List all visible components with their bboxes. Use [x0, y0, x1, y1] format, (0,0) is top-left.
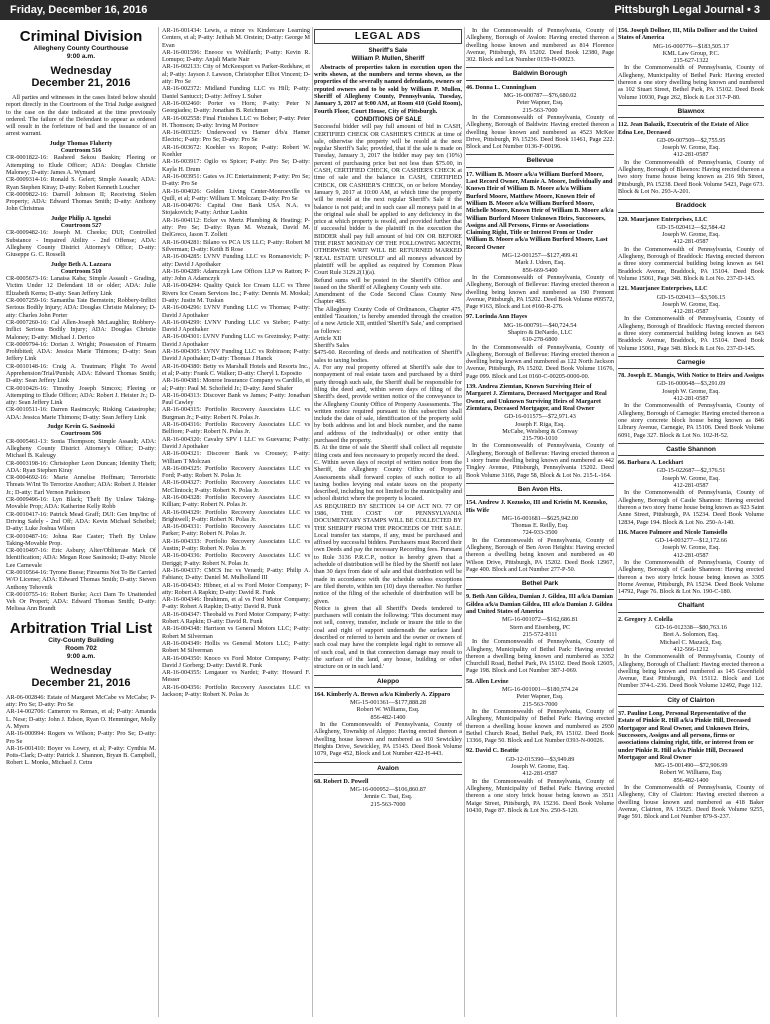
category-heading: Avalon — [314, 762, 462, 775]
listing-title: 156. Joseph Dollner, III, Mila Dollner and the United States of America — [618, 27, 758, 42]
listing-title: 121. Maurjanee Enterprises, LLC — [618, 285, 708, 293]
category-heading: Baldwin Borough — [466, 67, 614, 80]
case-list: CR-0009482-16: Joseph M. Cheeks; DUI; Controlled Substance - Impaired Ability - 2nd Offense; ADA: Allegheny County District Attorney's Office; D-atty: Giuseppe G. C. Rosselli — [6, 229, 156, 259]
column-legal-ads — [314, 27, 462, 1019]
category-heading: Carnegie — [618, 356, 764, 369]
listing-title: 120. Maurjanee Enterprises, LLC — [618, 215, 708, 223]
criminal-day: Wednesday — [50, 65, 112, 77]
property-listing — [466, 84, 614, 151]
listing-body: In the Commonwealth of Pennsylvania, County of Allegheny, Borough of Chalfant: Having erected thereon a dwelling being known and numbered as 145 Greenfield Avenue, East Pittsburgh, PA 15112. Block and Lot Number 374-L-236. Deed Book Volume 12492, Page 112. — [618, 653, 764, 690]
listing-meta: MG-15-001361—$177,888.28 Robert W. Williams, Esq. 856-482-1400 — [350, 699, 426, 721]
case-list: CR-0005673-16: Lanaisa Kaba; Simple Assault - Grading, Victim Under 12 Defendant 18 or older; ADA: Julie Elizabeth Kerns; D-atty: Sean Jeffery Link CR-0007259-16: Samantha Tate Bernstein; Robbery-Inflict Serious Bodily Injury; ADA: Douglas Christie Maloney; D-atty: Charles John Porter CR-0007260-16: Cal Allen-Joseph McLaughlin; Robbery-Inflict Serious Bodily Injury; ADA: Douglas Christie Maloney; D-atty: Michael J. Derico CR-0009794-16: Dorian J. Wright; Possession of Firearm Prohibited; ADA: Jessica Marie Thimons; D-atty: Sean Jeffery Link CR-0010148-16: Craig A. Trautman; Flight To Avoid Apprehension/Trial/Punish; ADA: Edward Thomas Smith; D-atty: Sean Jeffery Link CR-0010426-16: Timothy Joseph Simcox; Fleeing or Attempting to Elude Officer; ADA: Robert J. Heister Jr.; D-atty: Sean Jeffery Link CR-0010511-16: Darren Rasimczyk; Risking Catastrophe; ADA: Jessica Marie Thimons; D-atty: Sean Jeffery Link — [6, 275, 156, 421]
property-listing — [466, 499, 614, 573]
listing-title: 139. Andrea Ziemtan, Known Surviving Heir of Margaret J. Ziemtara, Deceased Mortgagor and Real Owner, and Unknown Surviving Heirs of Margaret Ziemtara, Deceased Mortgagor, and Real Owner — [466, 383, 607, 412]
listing-meta: MG-16-000787—$76,680.02 Peter Wapner, Esq. 215-563-7000 — [503, 92, 577, 114]
listing-meta: MG-16-000952—$106,860.87 Jennie C. Tsai, Esq. 215-563-7000 — [350, 786, 426, 808]
listing-body: In the Commonwealth of Pennsylvania, County of Allegheny, Borough of Braddock: Having erected thereon a three story commercial building being known as 641 Braddock Avenue, Braddock, PA 15104. Deed Book Volume 15061, Page 348. Block & Lot No. 237-D-143. — [618, 245, 764, 282]
listing-meta: MG-16-000791—$40,724.54 Shapiro & DeNardo, LLC 610-278-6800 — [503, 321, 577, 344]
criminal-date-text: December 21, 2016 — [31, 77, 131, 89]
arbitration-case-list-cont: AR-16-001434: Lewis, a minor vs Kindercare Learning Centers, et al; P-atty: Jeithah M. Orstein; D-atty: George M Evan AR-16-001596: Eneoce vs Wohlfarth; P-atty: Kevin R. Lomupo; D-atty: Anjali Marie Nair AR-16-002133: City of McKeesport vs Parker-Redshaw, et al; P-atty: Jayson J. Lawson, Christopher Elliot Vincent; D-atty: Pro Se AR-16-002372: Midland Funding LLC vs Hill; P-atty: Daniel Santucci; D-atty: Jeffrey L Suher AR-16-002460: Porter vs Horn; P-atty: Peter N Georgiades; D-atty: Jonathan B. Reichman AR-16-002558: Final Finishes LLC vs Bober; P-atty: Peter H. Thomson; D-atty: Irving M Porinov AR-16-003325: Underwood vs Hamer d/b/a Hamer Electric; P-atty: Pro Se; D-atty: Pro Se AR-16-003672: Koehler vs Ropon; P-atty: Robert W. Koehler AR-16-003917: Ogilo vs Spicer; P-atty: Pro Se; D-atty: Kayla H. Drum AR-16-003951: Gates vs JC Entertainment; P-atty: Pro Se; D-atty: Pro Se AR-16-004026: Golden Living Center-Monroeville vs Quill, et al; P-atty: William T. Molczan; D-atty: Pro Se AR-16-004076: Capital One Bank USA N.A. vs Stojakovich; P-atty: Arthur Lashin AR-16-004112: Ecker vs Mertz Plumbing & Heating; P-atty: Pro Se; D-atty: Ryan M. Woznak, David M. DelGreco, Jason T. Zollett AR-16-004281: Bilano vs PCA US LLC; P-atty: Robert M Silverman; D-atty: Keith B Rose AR-16-004285: LVNV Funding LLC vs Romanovich; P-atty: David J Apothaker AR-16-004289: Adamczyk Law Offices LLP vs Ratton; P-atty: John A Adamczyk AR-16-004294: Quality Quick Ice Cream LLC vs Three Rivers Ice Cream Services Inc.; P-atty: Dennis M. Moskal; D-atty: Justin M. Tuskan AR-16-004296: LVNV Funding LLC vs Thomas; P-atty: David J Apothaker AR-16-004299: LVNV Funding LLC vs Sieber; P-atty: David J Apothaker AR-16-004301: LVNV Funding LLC vs Grezinsky; P-atty: David J Apothaker AR-16-004305: LVNV Funding LLC vs Robinson; P-atty: David J Apothaker; D-atty: Thomas J Hanck AR-16-004380: Betty vs Marshall Hotels and Resorts Inc., et al; P-atty: Frank C. Walker; D-atty: Cheryl L Esposito AR-16-004381: Monroe Insurance Company vs Cardillo, et al; P-atty: Paul M. Schofield Jr.; D-atty: Jared Shafer AR-16-004313: Discover Bank vs James; P-atty: Jonathan Paul Cawley AR-16-004315: Portfolio Recovery Associates LLC vs Burgman Jr.; P-atty: Robert N. Polas Jr. AR-16-004316: Portfolio Recovery Associates LLC vs Belfiore; P-atty: Robert N. Polas Jr. AR-16-004320: Cavalry SPV I LLC vs Guevarra; P-atty: David J Apothaker AR-16-004321: Discover Bank vs Crousey; P-atty: William T Molczan AR-16-004325: Portfolio Recovery Associates LLC vs Ford; P-atty: Robert N. Polas Jr. AR-16-004327: Portfolio Recovery Associates LLC vs McClintock; P-atty: Robert N. Polas Jr. AR-16-004328: Portfolio Recovery Associates LLC vs Killian; P-atty: Robert N. Polas Jr. AR-16-004329: Portfolio Recovery Associates LLC vs Brightwell; P-atty: Robert N. Polas Jr. AR-16-004331: Portfolio Recovery Associates LLC vs Parker; P-atty: Robert N. Polas Jr. AR-16-004333: Portfolio Recovery Associates LLC vs Austin; P-atty: Robert N. Polas Jr. AR-16-004336: Portfolio Recovery Associates LLC vs Deriggi; P-atty: Robert N. Polas Jr. AR-16-004337: CMCS Inc vs Verardi; P-atty: Philip A. Fabiano; D-atty: Daniel M. Mulholland III AR-16-004343: Hibner, et al vs Ford Motor Company; P-atty: Robert A Rapkin; D-atty: David R. Funk AR-16-004346: Ibrahimm, et al vs Ford Motor Company; P-atty: Robert A Rapkin; D-atty: David R. Funk AR-16-004347: Theobald vs Ford Motor Company; P-atty: Robert A Rapkin; D-atty: David R. Funk AR-16-004348: Harrison vs General Motors LLC; P-atty: Robert M Silverman AR-16-004349: Hollis vs General Motors LLC; P-atty: Robert M Silverman AR-16-004350: Knoco vs Ford Motor Company; P-atty: David J Gorberg; D-atty: David R. Funk AR-16-004355: Lengauer vs Nardei; P-atty: Howard F. Messer AR-16-004356: Portfolio Recovery Associates LLC vs Jackson; P-atty: Robert N. Polas Jr. — [162, 27, 310, 699]
listing-title: 2. Gregory J. Colella — [618, 615, 673, 623]
category-heading: Ben Avon Hts. — [466, 483, 614, 496]
listing-meta: MG-16-001681—$625,942.00 Thomas E. Reilly, Esq. 724-933-3500 — [502, 514, 578, 537]
listing-body: In the Commonwealth of Pennsylvania, County of Allegheny, Borough of Bellevue: Having erected thereon a 1 story frame dwelling being known and numbered as 442 Tingley Avenue, Pittsburgh, Pennsylvania 15202. Deed Book Volume 3166, Page 58, Block & Lot No. 215-L-164. — [466, 442, 614, 479]
property-listing — [618, 27, 764, 101]
property-listing — [618, 121, 764, 195]
listing-meta: GD-14-003277—$12,172.66 Joseph W. Grome, Esq. 412-281-0587 — [655, 537, 727, 559]
listing-meta: GD-15-022687—$2,376.51 Joseph W. Grome, Esq. 412-281-0587 — [656, 467, 726, 490]
column-divider — [158, 27, 159, 1017]
property-listing — [618, 372, 764, 439]
category-heading: Chalfant — [618, 599, 764, 612]
page-header — [0, 0, 770, 20]
listing-meta: MG-12-001257—$127,499.41 Mark J. Udren, Esq. 856-669-5400 — [502, 252, 578, 274]
property-listing — [618, 616, 764, 690]
listing-meta: MG-15-001490—$72,906.99 Robert W. Williams, Esq. 856-482-1400 — [654, 762, 728, 784]
listing-title: 154. Andrew J. Kozusko, III and Kristin M. Kozusko, His Wife — [466, 499, 608, 514]
listing-title: 46. Donna L. Cunningham — [466, 83, 537, 91]
listing-meta: GD-16-000648—$3,291.09 Joseph W. Grome, Esq. 412-281-0587 — [656, 380, 726, 403]
column-divider — [464, 27, 465, 1017]
judge-heading: Judge Kevin G. Sasinoski Courtroom 506 — [47, 423, 115, 438]
listing-meta: GD-16-012338—$80,763.16 Bret A. Solomon, Esq. Michael C. Mazack, Esq. 412-566-1212 — [655, 624, 727, 653]
property-listing — [618, 285, 764, 352]
listing-body: In the Commonwealth of Pennsylvania, County of Allegheny, Borough of Castle Shannon: Having erected thereon a two story frame house being known as 923 Saint Anne Street, Pittsburgh, PA 15234. Deed Book Volume 12834, Page 194. Block & Lot No. 250-A-140. — [618, 489, 764, 526]
criminal-date — [6, 65, 156, 89]
judge-heading: Judge Thomas Flaherty Courtroom 516 — [49, 139, 113, 155]
case-list: CR-0001822-16: Rasheed Sekou Baskin; Fleeing or Attempting to Elude Officer; ADA: Douglas Christie Maloney; D-atty: James A. Wymard CR-0009314-16: Ronald S. Gelert; Simple Assault; ADA: Ryan Stephen Kiray; D-atty: Robert Kenneth Loucher CR-0009822-16: Darrell Johnson II; Receiving Stolen Property; ADA: Edward Thomas Smith; D-atty: Anthony John Christmas — [6, 154, 156, 213]
sheriff-name: William P. Mullen, Sheriff — [351, 54, 425, 62]
category-heading: Bellevue — [466, 154, 614, 167]
sale-intro: Abstracts of properties taken in execution upon the writs shown, at the numbers and terms shown, as the properties of the severally named defendants, owners or reputed owners and to be sold by William P. Mullen, Sheriff of Allegheny County, Pennsylvania, Tuesday, January 3, 2017 at 9:00 AM, at Room 410 (Gold Room), Fourth Floor, Court House, City of Pittsburgh. — [314, 63, 462, 115]
arbitration-case-list: AR-06-002846: Estate of Margaret McCabe vs McCabe; P-atty: Pro Se; D-atty: Pro Se AR-14-002706: Cameron vs Remax, et al; P-atty: Amanda L. Nese; D-atty: John J. Edson, Ryan O. Hemminger, Molly A. Myers AR-16-000994: Rogers vs Wilson; P-atty: Pro Se; D-atty: Pro Se AR-16-001410: Boyer vs Lowry, et al; P-atty: Cynthia M. Potts-Clark; D-atty: Patrick J. Shannon, Bryan B. Campbell, Robert L. Monks, Michael J. Cetra — [6, 693, 156, 767]
listing-title: 9. Beth Ann Gildea, Damian J. Gildea, III a/k/a Damian Gildea a/k/a Damian Gildea, III a/k/a Damian J. Gildea and United States of America — [466, 593, 613, 616]
listing-body: In the Commonwealth of Pennsylvania, County of Allegheny, Borough of Castle Shannon: Having erected thereon a two story brick house being known as 3305 Horne Avenue, Pittsburgh, PA 15234. Deed Book Volume 14792, Page 76. Block & Lot No. 190-C-180. — [618, 559, 764, 596]
arbitration-date-text: December 21, 2016 — [31, 676, 131, 689]
arbitration-title: Arbitration Trial List — [9, 619, 153, 637]
column-arbitration-cont — [162, 27, 310, 1019]
listing-body: In the Commonwealth of Pennsylvania, County of Allegheny, Municipality of Bethel Park: Having erected thereon a dwelling being known and numbered as 3352 Churchill Road, Bethel Park, PA 15102. Deed Book 12605, Page 198. Block and Lot Number 387-J-069. — [466, 638, 614, 675]
column-listings — [466, 27, 614, 1019]
listing-title: 97. Lorinda Ann Hayes — [466, 313, 528, 321]
listing-body: In the Commonwealth of Pennsylvania, County of Allegheny, Municipality of Bethel Park: Having erected thereon a one story brick house being known as 3511 Maige Street, Pittsburgh, PA 15236. Deed Book Volume 10430, Page 87. Block & Lot No. 250-S-120. — [466, 777, 614, 814]
listing-meta: GD-15-020413—$3,506.15 Joseph W. Grome, Esq. 412-281-0587 — [656, 293, 726, 316]
header-publication: Pittsburgh Legal Journal • 3 — [614, 4, 760, 16]
category-heading: Bethel Park — [466, 577, 614, 590]
column-divider — [616, 27, 617, 1017]
listing-body: In the Commonwealth of Pennsylvania, County of Allegheny, Municipality of Bethel Park: Having erected thereon a dwelling house known and numbered as 2930 Bethel Church Road, Bethel Park, PA 15102. Deed Book 13366, Page 50. Block and Lot Number 0393-N-00026. — [466, 707, 614, 745]
property-listing — [314, 691, 462, 758]
listing-body: In the Commonwealth of Pennsylvania, County of Allegheny, Borough of Ben Avon Heights: Having erected thereon a dwelling being known and numbered as 40 Wilson Drive, Pittsburgh, PA 15202. Deed Book 12967, Page 400. Block and Lot Number 277-P-50. — [466, 536, 614, 573]
listing-title: 164. Kimberly A. Brown a/k/a Kimberly A. Zipparo — [314, 690, 451, 698]
property-listing — [618, 529, 764, 596]
listing-meta: GD-16-011575—$72,971.43 Joseph F. Riga, Esq. McCabe, Weisberg & Conway 215-790-1010 — [502, 413, 578, 443]
sheriff-sale-title: Sheriff's Sale — [368, 47, 408, 55]
category-heading: Braddock — [618, 199, 764, 212]
listing-title: 116. Maceo Palmore and Nicole Tamsiello — [618, 528, 728, 536]
legal-ads-box: LEGAL ADS — [314, 29, 462, 44]
property-listing — [466, 678, 614, 745]
listing-title: 112. Jean Balazik, Executrix of the Estate of Alice Edna Lee, Deceased — [618, 121, 749, 136]
listing-body: In the Commonwealth of Pennsylvania, County of Allegheny, Borough of Carnegie: Having erected thereon a one story concrete block house being known as 846 Library Avenue, Carnegie, PA 15106. Deed Book Volume 6091, Page 327. Block & Lot No. 102-H-52. — [618, 402, 764, 439]
listing-title: 68. Robert D. Powell — [314, 777, 369, 785]
criminal-court-line: Allegheny County Courthouse — [33, 45, 129, 52]
listing-group — [314, 675, 462, 808]
listing-body: In the Commonwealth of Pennsylvania, County of Allegheny, Borough of Baldwin: Having erected thereon a dwelling house known and numbered as 4523 McKee Drive, Pittsburgh, PA 15236. Deed Book 11461, Page 222. Block and Lot Number 0136-F-00196. — [466, 113, 614, 151]
category-heading: Aleppo — [314, 675, 462, 688]
arbitration-date — [6, 665, 156, 689]
listing-body: In the Commonwealth of Pennsylvania, County of Allegheny, Borough of Avalon: Having erected thereon a dwelling house known and numbered as 814 Florence Avenue, Pittsburgh, PA 15202. Deed Book 12380, Page 302. Block and Lot Number 0159-H-00023. — [466, 27, 614, 64]
listing-title: 58. Allen Levine — [466, 677, 509, 685]
property-listing — [618, 216, 764, 283]
property-listing — [314, 778, 462, 808]
column-listings — [618, 27, 764, 1019]
listing-meta: GD-12-015390—$3,949.89 Joseph W. Grome, Esq. 412-281-0587 — [505, 755, 575, 778]
listing-body: In the Commonwealth of Pennsylvania, County of Allegheny, City of Clairton: Having erected thereon a dwelling house known and numbered as 418 Baker Avenue, Clairton, PA 15025. Deed Book Volume 9255, Page 591. Block and Lot Number 879-S-237. — [618, 784, 764, 821]
arbitration-day: Wednesday — [50, 664, 112, 677]
listing-meta: MG-16-001001—$180,574.24 Peter Wapner, Esq. 215-563-7000 — [502, 686, 578, 708]
property-listing — [466, 593, 614, 674]
listing-title: 66. Barbara A. Lockhart — [618, 459, 684, 467]
conditions-title: CONDITIONS OF SALE — [354, 115, 422, 123]
column-criminal-division — [6, 27, 156, 1019]
listing-body: In the Commonwealth of Pennsylvania, County of Allegheny, Borough of Braddock: Having erected thereon a three story commercial building being known as 643 Braddock Avenue, Braddock, PA 15104. Deed Book Volume 15061, Page 348. Block & Lot No. 237-D-145. — [618, 315, 764, 352]
arbitration-room: Room 702 — [65, 644, 97, 652]
listing-title: 92. David C. Beattie — [466, 747, 519, 755]
criminal-time: 9:00 a.m. — [66, 53, 96, 60]
property-listing — [618, 459, 764, 526]
category-heading: Castle Shannon — [618, 443, 764, 456]
property-listing — [466, 747, 614, 814]
property-listing — [618, 710, 764, 820]
listing-group — [466, 67, 614, 814]
category-heading: City of Clairton — [618, 694, 764, 707]
criminal-intro: All parties and witnesses in the cases listed below should report directly in the Courtroom of the Trial Judge assigned to the case on the date indicated at the time previously ordered. The failure of the Defendant to appear as ordered will result in the forfeiture of bail and the issuance of an arrest warrant. — [6, 94, 156, 138]
header-date: Friday, December 16, 2016 — [10, 4, 148, 16]
judge-heading: Judge Philip A. Ignelzi Courtroom 527 — [51, 214, 111, 230]
listing-title: 37. Pauline Long, Personal Representative of the Estate of Pinkie R. Hill a/k/a Pinkie Hill, Deceased Mortgagor and Real Owner, and Unknown Heirs, Successors, Assigns and all persons, firms or associations claiming right, title, or interest from or under Pinkie R. Hill a/k/a Pinkie Hill, Deceased Mortgagor and Real Owner — [618, 710, 754, 761]
conditions-text: Successful bidder will pay full amount of bid in CASH, CERTIFIED CHECK OR CASHIER'S CHECK at time of sale, otherwise the property will be resold at the next regular Sheriff's Sale; provided, that if the sale is made on Tuesday, January 3, 2017 the bidder may pay ten (10%) percent of purchasing price but not less than $75.00, in CASH, CERTIFIED CHECK, OR CASHIER'S CHECK at time of sale and the balance in CASH, CERTIFIED CHECK, OR CASHIER'S CHECK, on or before Monday, January 9, 2017 at 10:00 AM, at which time the property will be resold at the next regular Sheriff's Sale if the balance is not paid; and in such case all moneys paid in at the original sale shall be applied to any deficiency in the price at which property is resold, and provided further that if successful bidder is the plaintiff in the execution the BIDDER shall pay full amount of bid ON OR BEFORE THE FIRST MONDAY OF THE FOLLOWING MONTH, OTHERWISE WRIT WILL BE RETURNED MARKED 'REAL ESTATE UNSOLD' and all moneys advanced by plaintiff will be applied as required by Common Pleas Court Rule 3129.2(1)(a). Refund sums will be posted in the Sheriff's Office and issued on the Sheriff of Allegheny County web site. Amendment of the Code Second Class County New Chapter 48S. The Allegheny County Code of Ordinances, Chapter 475, entitled 'Taxation,' is hereby amended through the creation of a new Article XII, entitled 'Sheriff's Sale,' and comprised as follows: Article XII Sheriff's Sales $475-60. Recording of deeds and notification of Sheriff's sales to taxing bodies. A. For any real property offered at Sheriff's sale due to nonpayment of real estate taxes and purchased by a third party through such sale, the Sheriff shall be responsible for filing the deed and, within seven days of filing of the Sheriff's deed, provide written notice of the conveyance to the Allegheny County Office of Property Assessments. The written notice required pursuant to this subsection shall include the date of sale, identification of the property sold by both address and lot and block number, and the name and address of the individual(s) or other entity that purchased the property. B. At the time of sale the Sheriff shall collect all requisite filing costs and fees necessary to properly record the deed. C. Within seven days of receipt of written notice from the Sheriff, the Allegheny County Office of Property Assessments shall forward copies of such notice to all taxing bodies levying real estate taxes on the property described, including but not limited to the municipality and school district where the property is located. AS REQUIRED BY SECTION 14 OF ACT NO. 77 OF 1986, THE COST OF PENNSYLVANIA DOCUMENTARY STAMPS WILL BE COLLECTED BY THE SHERIFF FROM THE PROCEEDS OF THE SALE. Local transfer tax stamps, if any, must be purchased and affixed by successful bidders. Purchasers must Record their own Deeds and pay the necessary Recording fees. Pursuant to Rule 3136 P.R.C.P., notice is hereby given that a schedule of distribution will be filed by the Sheriff not later than 30 days from date of sale and that distribution will be made in accordance with the schedule unless exceptions are filed thereto, within ten (10) days thereafter. No further notice of the filing of the schedule of distribution will be given. Notice is given that all Sheriff's Deeds tendered to purchasers will contain the following: 'This document may not sell, convey, transfer, include or insure the title to the coal and right of support underneath the surface land described or referred to herein and the owner or owners of such coal may have the complete legal right to remove all of such coal, and in that connection damage may result to the surface of the land, any house, building or other structure on or in such land.' — [314, 123, 462, 671]
column-divider — [312, 27, 313, 1017]
listing-body: In the Commonwealth of Pennsylvania, County of Allegheny, Borough of Bellevue: Having erected thereon a dwelling being known and numbered as 122 North Jackson Avenue, Pittsburgh, PA 15202. Deed Book Volume 11676, Page 099. Block and Lot 0160-C-00205-0000-00. — [466, 343, 614, 380]
listing-body: In the Commonwealth of Pennsylvania, County of Allegheny, Borough of Bellevue: Having erected thereon a dwelling being known and numbered as 190 Fremont Avenue, Pittsburgh, PA 15202. Deed Book Volume #09572, Page #163, Block and Lot #160-R-276. — [466, 273, 614, 311]
listing-meta: MG-16-000776—$183,505.17 KML Law Group, P.C. 215-627-1322 — [653, 42, 729, 65]
listing-group — [618, 27, 764, 821]
listing-meta: GD-15-020412—$2,584.42 Joseph W. Grome, Esq. 412-281-0587 — [656, 223, 726, 246]
property-listing — [466, 313, 614, 380]
listing-meta: MG-16-001072—$162,686.81 Stern and Eisenberg, PC 215-572-8111 — [502, 616, 578, 638]
property-listing — [466, 383, 614, 479]
listing-title: 78. Joseph E. Mangis, With Notice to Heirs and Assigns — [618, 372, 764, 380]
listing-meta: GD-09-007509—$2,755.95 Joseph W. Grome, Esq. 412-281-0587 — [656, 136, 726, 159]
listing-title: 17. William B. Moore a/k/a William Burford Moore, Last Record Owner, Mamie A. Moore, Individually and Known Heir of William B. Moore a/k/a William Burford Moore, Matthew Moore, Known Heir of William B. Moore a/k/a William Burford Moore, Michelle Moore, Known Heir of William B. Moore a/k/a William Burford Moore Unknown Heirs, Successors, Assigns and All Persons, Firms or Associations Claiming Right, Title or Interest From or Under William B. Moore a/k/a William Burford Moore, Last Record Owner — [466, 170, 614, 251]
listing-body: In the Commonwealth of Pennsylvania, County of Allegheny, Township of Aleppo: Having erected thereon a dwelling house known and numbered as 910 Sewickley Heights Drive, Sewickley, PA 15143. Deed Book Volume 1079, Page 452, Block and Lot Number 422-H-443. — [314, 721, 462, 758]
criminal-division-title: Criminal Division — [19, 28, 143, 45]
case-list: CR-0005461-13: Sonia Thompson; Simple Assault; ADA: Allegheny County District Attorney's Office; D-atty: Michael B. Kaleugy CR-0003198-16: Christopher Leon Duncan; Identity Theft; ADA: Ryan Stephen Kiray CR-0004692-16: Marie Annelise Hoffman; Terroristic Threats W/Int To Terrorize Another; ADA: Robert J. Heister Jr.; D-atty: Earl Vernon Parkinson CR-0009496-16: Lyn Black; Theft By Unlaw Taking-Movable Prop; ADA: Katherine Kelly Robb CR-0010417-16: Patrick Mead Graff; DUI: Gen Imp/Inc of Driving Safely - 2nd Off; ADA: Kevin Michael Scheibel; D-atty: Luke Joshua Wilson CR-0010487-16: Johna Rae Caster; Theft By Unlaw Taking-Movable Prop. CR-0010497-16: Eric Asbury; Alter/Obliterate Mark Of Identification; ADA: Megan Rose Sasinoski; D-atty: Nicole Lee Carnevale CR-0010564-16: Tyrone Buese; Firearms Not To Be Carried W/O License; ADA: Edward Thomas Smith; D-atty: Steven Anthony Tehovnik CR-0010755-16: Robert Burke; Acci Dam To Unattended Veh Or Propert; ADA: Edward Thomas Smith; D-atty: Melissa Ann Brandt — [6, 437, 156, 613]
listing-body: In the Commonwealth of Pennsylvania, County of Allegheny, Borough of Blawnox: Having erected thereon a two story frame house being known as 216 9th Street, Pittsburgh, PA 15238. Deed Book Volume 5423, Page 673. Block & Lot No. 293-A-201. — [618, 158, 764, 195]
category-heading: Blawnox — [618, 105, 764, 118]
listing-body: In the Commonwealth of Pennsylvania, County of Allegheny, Municipality of Bethel Park: Having erected thereon a one story dwelling being known and numbered as 102 Stuart Street, Bethel Park, PA 15102. Deed Book Volume 10930, Page 262, Block & Lot 317-P-80. — [618, 64, 764, 101]
arbitration-time: 9:00 a.m. — [66, 652, 96, 660]
property-listing — [466, 171, 614, 311]
arbitration-court-line: City-County Building — [48, 636, 114, 644]
judge-heading: Judge Beth A. Lazzara Courtroom 510 — [50, 260, 112, 275]
